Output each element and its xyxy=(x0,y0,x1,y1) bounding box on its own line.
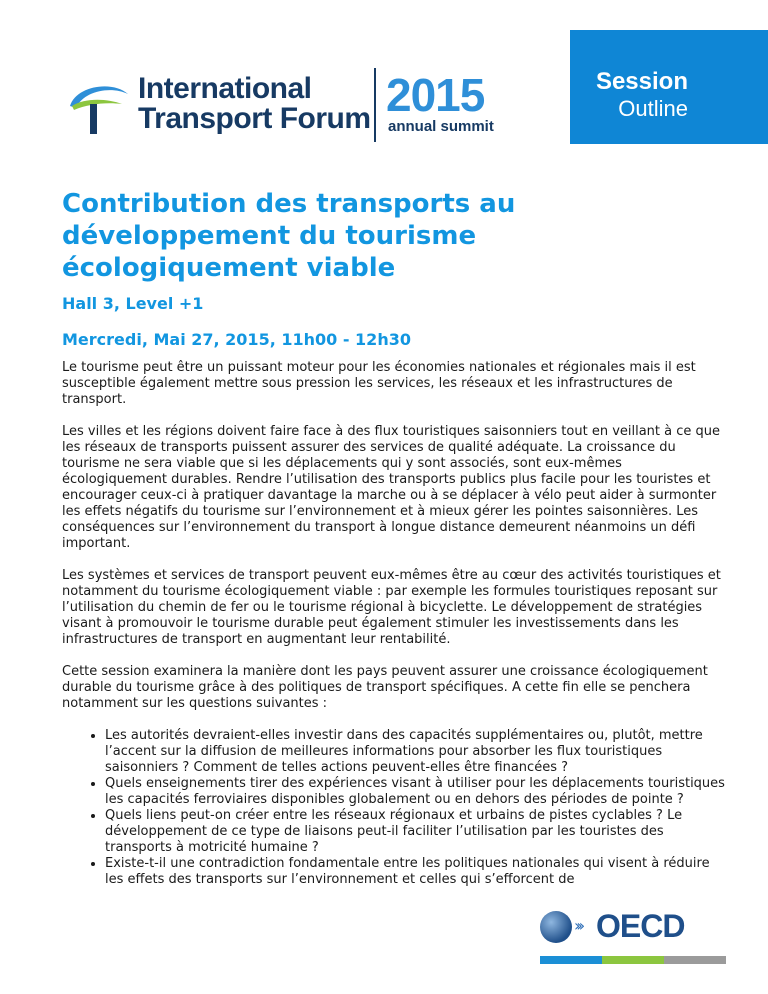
paragraph: Les systèmes et services de transport peuvent eux-mêmes être au cœur des activités touristiques et notamment du tourisme écologiquement viable : par exemple les formules touristiques reposant sur l’utilisation du chemin de fer ou le tourisme régional à bicyclette. Le développement de stratégies visant à promouvoir le tourisme durable peut également stimuler les investissements dans les infrastructures de transport en augmentant leur rentabilité. xyxy=(62,568,721,647)
color-bar-green xyxy=(602,956,664,964)
question-list xyxy=(62,728,730,888)
body-text xyxy=(62,360,730,888)
itf-logo xyxy=(62,66,502,146)
paragraph: Les villes et les régions doivent faire face à des flux touristiques saisonniers tout en veillant à ce que les réseaux de transports puissent assurer des services de qualité adéquate. La croissance du tourisme ne sera viable que si les déplacements qui y sont associés, sont eux-mêmes écologiquement durables. Rendre l’utilisation des transports publics plus facile pour les touristes et encourager ceux-ci à pratiquer davantage la marche ou à se déplacer à vélo peut aider à surmonter les effets négatifs du tourisme sur l’environnement et à mieux gérer les pointes saisonnières. Les conséquences sur l’environnement du transport à longue distance demeurent néanmoins un défi important. xyxy=(62,424,721,551)
logo-year: 2015 xyxy=(386,69,485,121)
color-bar-blue xyxy=(540,956,602,964)
footer-color-bar xyxy=(540,956,726,964)
outline-label: Outline xyxy=(618,96,688,121)
session-outline-badge xyxy=(570,30,768,144)
oecd-logo xyxy=(540,908,685,948)
logo-line-transport-forum: Transport Forum xyxy=(138,102,371,135)
logo-line-international: International xyxy=(138,72,312,105)
venue: Hall 3, Level +1 xyxy=(62,294,204,313)
paragraph: Cette session examinera la manière dont les pays peuvent assurer une croissance écologiquement durable du tourisme grâce à des politiques de transport spécifiques. A cette fin elle se penchera notamment sur les questions suivantes : xyxy=(62,664,708,711)
list-item: • Quels liens peut-on créer entre les réseaux régionaux et urbains de pistes cyclables ? Le développement de ce type de liaisons peut-il faciliter l’utilisation par les touristes des transports à motricité humaine ? xyxy=(105,808,730,856)
logo-summit: annual summit xyxy=(388,118,494,135)
session-label: Session xyxy=(595,68,688,95)
logo-wordmark xyxy=(138,74,371,134)
page-title: Contribution des transports au développement du tourisme écologiquement viable xyxy=(62,189,516,283)
list-item: • Quels enseignements tirer des expériences visant à utiliser pour les déplacements touristiques les capacités ferroviaires disponibles globalement ou en dehors des périodes de pointe ? xyxy=(105,776,730,808)
itf-swoosh-icon xyxy=(62,76,132,136)
oecd-wordmark: OECD xyxy=(596,908,685,944)
session-date: Mercredi, Mai 27, 2015, 11h00 - 12h30 xyxy=(62,330,411,349)
oecd-globe-icon xyxy=(540,911,572,943)
list-item: • Existe-t-il une contradiction fondamentale entre les politiques nationales qui visent à réduire les effets des transports sur l’environnement et celles qui s’efforcent de xyxy=(105,856,730,888)
paragraph: Le tourisme peut être un puissant moteur pour les économies nationales et régionales mais il est susceptible également mettre sous pression les services, les réseaux et les infrastructures de transport. xyxy=(62,360,696,407)
logo-divider xyxy=(374,68,376,142)
list-item: • Les autorités devraient-elles investir dans des capacités supplémentaires ou, plutôt, mettre l’accent sur la diffusion de meilleures informations pour absorber les flux touristiques saisonniers ? Comment de telles actions peuvent-elles être financées ? xyxy=(105,728,730,776)
oecd-arrows-icon: ››› xyxy=(574,916,582,935)
color-bar-grey xyxy=(664,956,726,964)
